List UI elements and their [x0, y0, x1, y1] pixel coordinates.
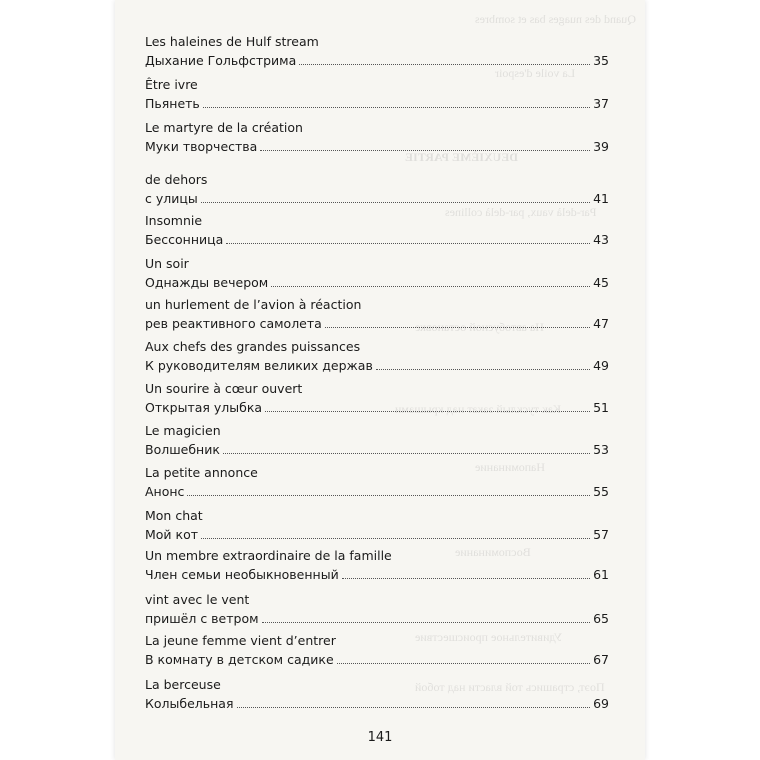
- entry-page-number: 47: [593, 316, 609, 331]
- entry-title-ru: рев реактивного самолета: [145, 316, 322, 331]
- entry-title-ru: Волшебник: [145, 442, 220, 457]
- entry-title-fr: Un membre extraordinaire de la famille: [145, 548, 392, 563]
- entry-title-fr: La berceuse: [145, 677, 221, 692]
- dot-leader: [342, 577, 590, 579]
- dot-leader: [271, 285, 590, 287]
- toc-entry[interactable]: [145, 77, 609, 112]
- entry-page-number: 55: [593, 484, 609, 499]
- entry-title-fr: Être ivre: [145, 77, 198, 92]
- entry-title-ru: Пьянеть: [145, 96, 200, 111]
- toc-entry[interactable]: [145, 592, 609, 627]
- entry-page-number: 37: [593, 96, 609, 111]
- toc-entry[interactable]: [145, 381, 609, 416]
- entry-title-fr: Mon chat: [145, 508, 203, 523]
- dot-leader: [265, 410, 590, 412]
- dot-leader: [201, 201, 590, 203]
- entry-title-fr: Les haleines de Hulf stream: [145, 34, 319, 49]
- book-page: Quand des nuages bas et sombres La voile d'espoir DEUXIÈME PARTIE Par-delà vaux, par-delà collines На автобусной остановке Как тусклый закат над крышами Напоминание Воспоминание Удивительное происшествие Поэт, страшись той власти над тобой: [115, 0, 645, 760]
- entry-page-number: 67: [593, 652, 609, 667]
- entry-page-number: 45: [593, 275, 609, 290]
- entry-title-fr: vint avec le vent: [145, 592, 250, 607]
- entry-title-fr: un hurlement de l’avion à réaction: [145, 297, 362, 312]
- dot-leader: [260, 149, 590, 151]
- dot-leader: [201, 537, 590, 539]
- toc-entry[interactable]: [145, 172, 609, 207]
- dot-leader: [187, 494, 590, 496]
- entry-title-ru: В комнату в детском садике: [145, 652, 334, 667]
- dot-leader: [237, 706, 591, 708]
- dot-leader: [223, 452, 590, 454]
- entry-title-ru: К руководителям великих держав: [145, 358, 373, 373]
- entry-title-ru: Бессонница: [145, 232, 224, 247]
- toc-entry[interactable]: [145, 633, 609, 668]
- entry-title-fr: La jeune femme vient d’entrer: [145, 633, 336, 648]
- entry-page-number: 49: [593, 358, 609, 373]
- entry-title-ru: Муки творчества: [145, 139, 258, 154]
- entry-title-ru: Однажды вечером: [145, 275, 269, 290]
- entry-title-ru: Член семьи необыкновенный: [145, 567, 339, 582]
- entry-page-number: 69: [593, 696, 609, 711]
- entry-title-fr: de dehors: [145, 172, 208, 187]
- entry-title-fr: Le martyre de la création: [145, 120, 303, 135]
- entry-title-fr: Insomnie: [145, 213, 203, 228]
- entry-page-number: 51: [593, 400, 609, 415]
- toc-entry[interactable]: [145, 508, 609, 543]
- entry-page-number: 41: [593, 191, 609, 206]
- entry-title-fr: La petite annonce: [145, 465, 258, 480]
- toc-entry[interactable]: [145, 120, 609, 155]
- page-number: 141: [367, 730, 393, 745]
- dot-leader: [226, 242, 590, 244]
- toc-entry[interactable]: [145, 423, 609, 458]
- dot-leader: [376, 368, 590, 370]
- toc-entry[interactable]: [145, 297, 609, 332]
- toc-entry[interactable]: [145, 677, 609, 712]
- entry-page-number: 57: [593, 527, 609, 542]
- entry-title-ru: Колыбельная: [145, 696, 234, 711]
- dot-leader: [262, 621, 591, 623]
- entry-page-number: 35: [593, 53, 609, 68]
- entry-title-fr: Un sourire à cœur ouvert: [145, 381, 303, 396]
- entry-title-ru: пришёл с ветром: [145, 611, 259, 626]
- toc-entry[interactable]: [145, 548, 609, 583]
- dot-leader: [337, 662, 590, 664]
- entry-title-fr: Un soir: [145, 256, 189, 271]
- dot-leader: [203, 106, 590, 108]
- entry-page-number: 43: [593, 232, 609, 247]
- entry-page-number: 53: [593, 442, 609, 457]
- entry-title-ru: Мой кот: [145, 527, 199, 542]
- entry-title-ru: с улицы: [145, 191, 198, 206]
- entry-page-number: 61: [593, 567, 609, 582]
- dot-leader: [299, 63, 590, 65]
- entry-title-ru: Анонс: [145, 484, 185, 499]
- toc-entry[interactable]: [145, 339, 609, 374]
- entry-title-ru: Дыхание Гольфстрима: [145, 53, 297, 68]
- toc-entry[interactable]: [145, 34, 609, 69]
- toc-entry[interactable]: [145, 256, 609, 291]
- toc-entry[interactable]: [145, 465, 609, 500]
- entry-page-number: 39: [593, 139, 609, 154]
- entry-title-fr: Le magicien: [145, 423, 221, 438]
- dot-leader: [325, 326, 590, 328]
- entry-title-fr: Aux chefs des grandes puissances: [145, 339, 361, 354]
- toc-entry[interactable]: [145, 213, 609, 248]
- entry-title-ru: Открытая улыбка: [145, 400, 263, 415]
- entry-page-number: 65: [593, 611, 609, 626]
